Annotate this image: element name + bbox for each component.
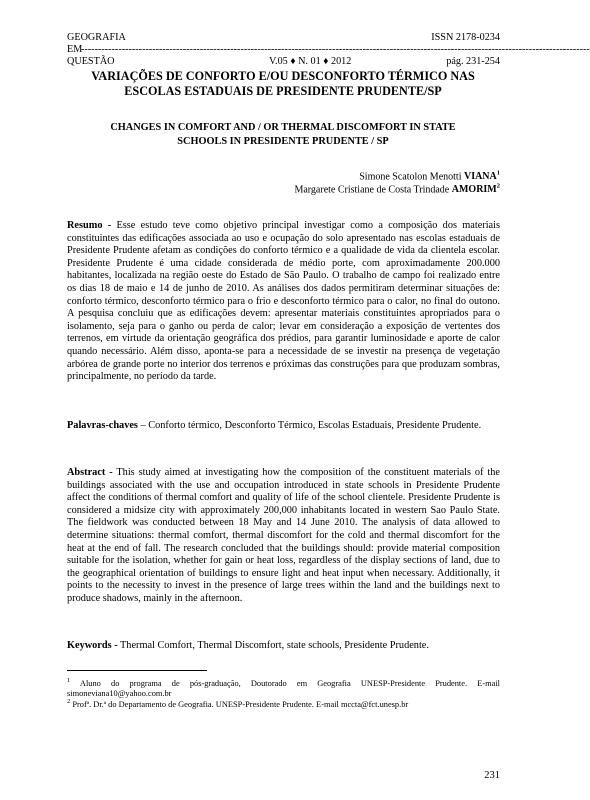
- author-2-footnote-mark: 2: [496, 183, 500, 190]
- footnote-2: [67, 697, 500, 710]
- footnote-1-mark: 1: [67, 677, 71, 684]
- footnote-2-mark: 2: [67, 698, 71, 705]
- journal-name: GEOGRAFIA: [67, 32, 126, 43]
- author-2-surname: AMORIM: [451, 184, 497, 196]
- subtitle-line-1: CHANGES IN COMFORT AND / OR THERMAL DISCOMFORT IN STATE: [110, 122, 456, 133]
- author-2: [294, 181, 500, 196]
- volume-info: V.05 ♦ N. 01 ♦ 2012: [269, 56, 352, 67]
- palavras-chaves-paragraph: [67, 420, 500, 433]
- journal-name-em: EM: [67, 44, 83, 55]
- issn: ISSN 2178-0234: [431, 32, 500, 43]
- journal-header-row2: [67, 44, 590, 56]
- title-line-2: ESCOLAS ESTADUAIS DE PRESIDENTE PRUDENTE/SP: [124, 83, 442, 98]
- paper-title: [60, 69, 506, 98]
- palavras-text: – Conforto térmico, Desconforto Térmico, Escolas Estaduais, Presidente Prudente.: [137, 420, 482, 431]
- keywords-text: Thermal Comfort, Thermal Discomfort, state schools, Presidente Prudente.: [117, 640, 429, 651]
- journal-name-questao: QUESTÃO: [67, 56, 115, 67]
- abstract-text: This study aimed at investigating how the composition of the constituent materials of the buildings associated with the use and occupation introduced in state schools in Presidente Prudente affect the conditions of thermal comfort and quality of life of the school clientele. Presidente Prudente is considered a midsize city with approximately 200,000 inhabitants located in western Sao Paulo State. The fieldwork was conducted between 18 May and 14 June 2010. The analysis of data allowed to determine situations: thermal comfort, thermal discomfort for the cold and thermal discomfort for the heat at the end of fall. The research concluded that the buildings should: provide material composition suitable for the isolation, whether for gain or heat loss, regardless of the display sections of land, due to the geographical orientation of buildings to ensure light and heat input when necessary. Additionally, it points to the necessity to invest in the presence of large trees within the land and the buildings next to produce shadows, mainly in the afternoon.: [67, 467, 500, 604]
- resumo-label: Resumo -: [67, 220, 112, 231]
- author-1-footnote-mark: 1: [496, 170, 500, 177]
- subtitle-line-2: SCHOOLS IN PRESIDENTE PRUDENTE / SP: [177, 135, 389, 147]
- palavras-label: Palavras-chaves: [67, 420, 138, 431]
- journal-header-row1: [67, 32, 500, 44]
- abstract-label: Abstract -: [67, 467, 113, 478]
- footnote-separator: [67, 670, 207, 671]
- title-line-1: VARIAÇÕES DE CONFORTO E/OU DESCONFORTO TÉRMICO NAS: [91, 69, 475, 83]
- journal-header-row3: [67, 56, 500, 68]
- paper-subtitle: [60, 121, 506, 148]
- abstract-paragraph: [67, 467, 500, 606]
- header-dashes: ------------------------------------------------------------------------------------------------------------------------------------------------------: [81, 44, 590, 55]
- footnote-1-text: Aluno do programa de pós-graduação, Doutorado em Geografia UNESP-Presidente Prudente. E-mail simoneviana10@yahoo.com.br: [67, 678, 500, 699]
- resumo-text: Esse estudo teve como objetivo principal investigar como a composição dos materiais constituintes das edificações associada ao uso e ocupação do solo apresentado nas escolas estaduais de Presidente Prudente afetam as condições do conforto térmico e a qualidade de vida da clientela escolar. Presidente Prudente é uma cidade considerada de médio porte, com aproximadamente 200.000 habitantes, localizada na região oeste do Estado de São Paulo. O trabalho de campo foi realizado entre os dias 18 de maio e 14 de junho de 2010. As análises dos dados permitiram determinar situações de: conforto térmico, desconforto térmico para o frio e desconforto térmico para o calor, no final do outono. A pesquisa concluiu que as edificações devem: apresentar materiais constituintes apropriados para o isolamento, seja para o ganho ou perda de calor; levar em consideração a exposição de vertentes dos terrenos, em virtude da orientação geográfica dos prédios, para garantir luminosidade e aporte de calor quando necessário. Além disso, aponta-se para a necessidade de se investir na presença de vegetação arbórea de grande porte no interior dos terrenos e próximas das construções para que produzam sombras, principalmente, no período da tarde.: [67, 220, 500, 383]
- author-1-surname: VIANA: [463, 171, 497, 183]
- keywords-label: Keywords -: [67, 640, 118, 651]
- keywords-paragraph: [67, 640, 500, 653]
- author-1-name: Simone Scatolon Menotti: [359, 171, 464, 183]
- page-number: 231: [484, 770, 500, 781]
- resumo-paragraph: [67, 220, 500, 384]
- footnote-2-text: Profª. Dr.ª do Departamento de Geografia. UNESP-Presidente Prudente. E-mail mccta@fct.unesp.br: [70, 699, 409, 709]
- author-2-name: Margarete Cristiane de Costa Trindade: [294, 184, 452, 196]
- page-range: pág. 231-254: [446, 56, 500, 67]
